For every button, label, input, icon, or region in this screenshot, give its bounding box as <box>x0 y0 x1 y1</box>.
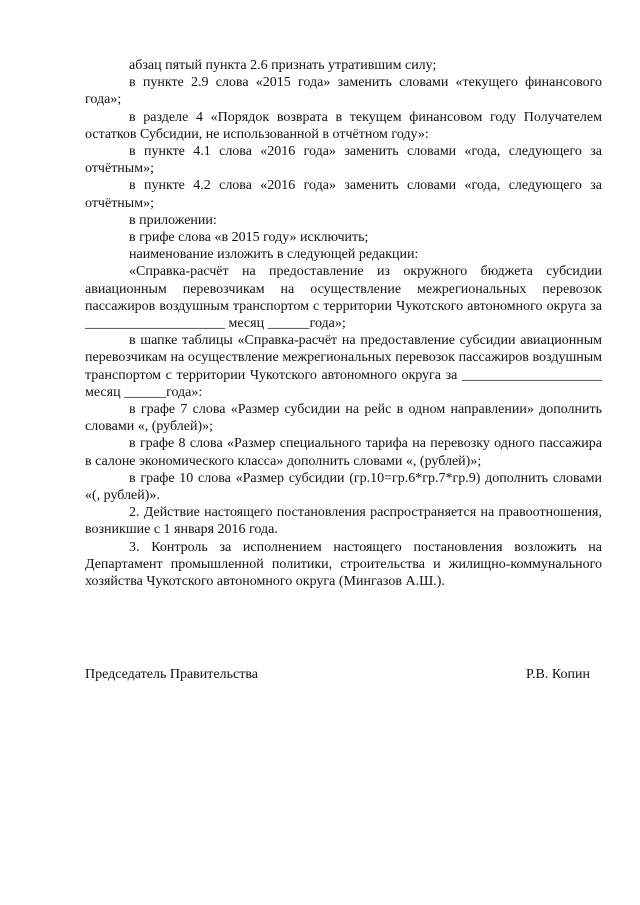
paragraph-column-7: в графе 7 слова «Размер субсидии на рейс в одном направлении» дополнить словами «, (рублей)»; <box>85 402 602 435</box>
signatory-position: Председатель Правительства <box>85 667 258 682</box>
paragraph-name-change: наименование изложить в следующей редакции: <box>129 247 419 263</box>
paragraph-control: 3. Контроль за исполнением настоящего постановления возложить на Департамент промышленной политики, строительства и жилищно-коммунального хозяйства Чукотского автономного округа (Мингазов А.Ш.). <box>85 539 602 590</box>
paragraph-column-8: в графе 8 слова «Размер специального тарифа на перевозку одного пассажира в салоне экономического класса» дополнить словами «, (рублей)»; <box>85 436 602 469</box>
paragraph-new-title: «Справка-расчёт на предоставление из окружного бюджета субсидии авиационным перевозчикам на осуществление межрегиональных перевозок пассажиров воздушным транспортом с территории Чукотского автономного округа за ____________________ месяц ______года»; <box>85 264 602 332</box>
paragraph-table-header: в шапке таблицы «Справка-расчёт на предоставление субсидии авиационным перевозчикам на осуществление межрегиональных перевозок пассажиров воздушным транспортом с территории Чукотского автономного округа за ____________________ месяц ______года»: <box>85 333 602 400</box>
paragraph-section-4: в разделе 4 «Порядок возврата в текущем финансовом году Получателем остатков Субсидии, не использованной в отчётном году»: <box>85 109 602 142</box>
paragraph-clause-2-9: в пункте 2.9 слова «2015 года» заменить словами «текущего финансового года»; <box>85 75 602 108</box>
paragraph-column-10: в графе 10 слова «Размер субсидии (гр.10=гр.6*гр.7*гр.9) дополнить словами «(, рублей)». <box>85 470 602 504</box>
paragraph-clause-4-2: в пункте 4.2 слова «2016 года» заменить словами «года, следующего за отчётным»; <box>85 178 602 211</box>
paragraph-effect: 2. Действие настоящего постановления распространяется на правоотношения, возникшие с 1 января 2016 года. <box>85 505 602 538</box>
signatory-name: Р.В. Копин <box>526 667 590 682</box>
paragraph-appendix: в приложении: <box>129 212 217 228</box>
paragraph-clause-2-6: абзац пятый пункта 2.6 признать утратившим силу; <box>129 58 437 73</box>
paragraph-stamp: в грифе слова «в 2015 году» исключить; <box>129 230 369 246</box>
document-body <box>85 57 602 590</box>
paragraph-clause-4-1: в пункте 4.1 слова «2016 года» заменить словами «года, следующего за отчётным»; <box>85 144 602 177</box>
signature-block <box>85 666 590 683</box>
